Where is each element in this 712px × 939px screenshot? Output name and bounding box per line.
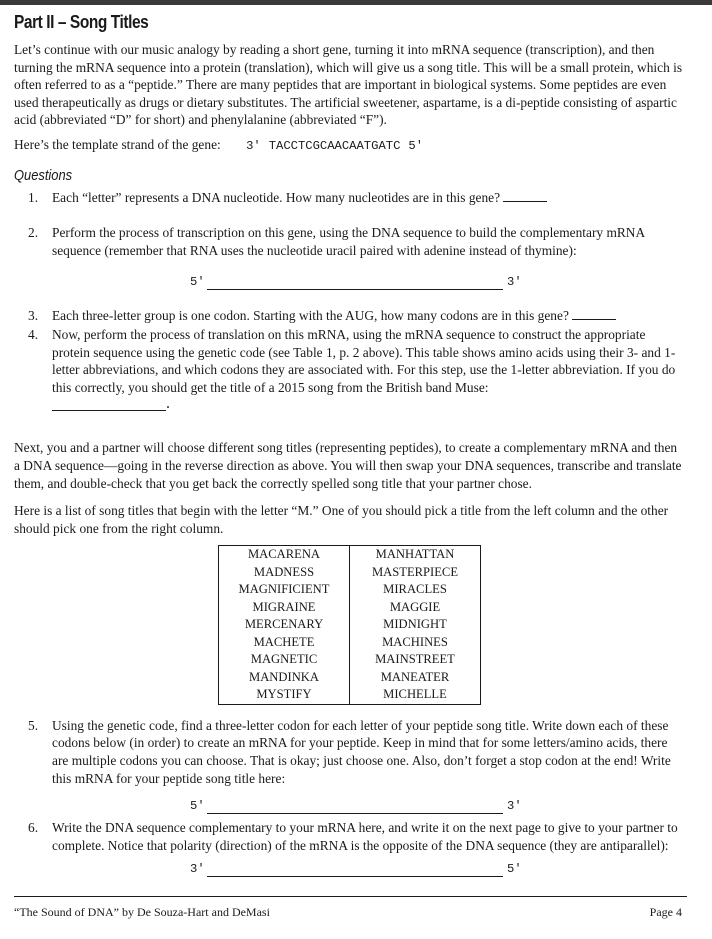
q3-answer-blank[interactable] [572, 307, 616, 320]
q2-answer-line[interactable] [14, 273, 686, 293]
table-row [219, 564, 481, 582]
question-number: 6. [28, 820, 39, 836]
prime-label: 5′ [507, 862, 522, 877]
table-row [219, 651, 481, 669]
top-border [0, 0, 712, 5]
template-label: Here’s the template strand of the gene: [14, 136, 221, 152]
answer-rule[interactable] [52, 410, 166, 411]
answer-rule[interactable] [207, 876, 503, 877]
right-title: MANEATER [350, 669, 481, 687]
left-title: MACHETE [219, 634, 350, 652]
template-sequence: TACCTCGCAACAATGATC [268, 138, 401, 153]
prime-label: 5′ [190, 799, 205, 814]
question-text: Each three-letter group is one codon. Starting with the AUG, how many codons are in this gene? [52, 308, 569, 324]
left-title: MACARENA [219, 546, 350, 564]
question-text: Write the DNA sequence complementary to your mRNA here, and write it on the next page to give to your partner to complete. Notice that polarity (direction) of the mRNA is the opposite of the DNA sequence (they are antiparallel): [52, 820, 678, 853]
song-titles-table [218, 545, 481, 705]
question-text: Using the genetic code, find a three-letter codon for each letter of your peptide song title. Write down each of these codons below (in order) to create an mRNA for your peptide. Keep in mind that for some letters/amino acids, there are multiple codons you can choose. That is okay; just choose one. Also, don’t forget a stop codon at the end! Write this mRNA for your peptide song title here: [52, 717, 671, 786]
right-title: MASTERPIECE [350, 564, 481, 582]
right-title: MAGGIE [350, 599, 481, 617]
right-title: MANHATTAN [350, 546, 481, 564]
question-text: Now, perform the process of translation on this mRNA, using the mRNA sequence to construct the appropriate protein sequence using the genetic code (see Table 1, p. 2 above). This table shows amino acids using their 3- and 1-letter abbreviations, and which codons they are associated with. For this step, use the 1-letter abbreviation. If you do this correctly, you should get the title of a 2015 song from the British band Muse: [52, 326, 676, 395]
q5-answer-line[interactable] [14, 797, 686, 817]
right-title: MICHELLE [350, 686, 481, 704]
list-intro-paragraph: Here is a list of song titles that begin with the letter “M.” One of you should pick a title from the left column and the other should pick one from the right column. [14, 503, 669, 536]
left-title: MERCENARY [219, 616, 350, 634]
table-row [219, 546, 481, 564]
table-row [219, 599, 481, 617]
left-title: MAGNIFICIENT [219, 581, 350, 599]
question-1 [14, 189, 686, 207]
template-strand-line [14, 136, 686, 156]
left-title: MANDINKA [219, 669, 350, 687]
worksheet-page [14, 9, 686, 880]
template-prime-start: 3′ [246, 138, 261, 153]
part-title: Part II – Song Titles [14, 12, 149, 32]
question-6 [14, 819, 686, 854]
question-2 [14, 224, 686, 259]
period: . [166, 395, 170, 413]
question-number: 1. [28, 189, 39, 205]
question-number: 3. [28, 308, 39, 324]
right-title: MAINSTREET [350, 651, 481, 669]
left-title: MAGNETIC [219, 651, 350, 669]
template-prime-end: 5′ [408, 138, 424, 153]
table-row [219, 669, 481, 687]
left-title: MADNESS [219, 564, 350, 582]
page-number: Page 4 [649, 905, 682, 919]
left-title: MYSTIFY [219, 686, 350, 704]
answer-rule[interactable] [207, 813, 503, 814]
prime-label: 3′ [507, 799, 522, 814]
right-title: MACHINES [350, 634, 481, 652]
prime-label: 3′ [507, 275, 522, 290]
table-row [219, 581, 481, 599]
question-5 [14, 717, 686, 787]
question-number: 4. [28, 326, 39, 342]
intro-paragraph: Let’s continue with our music analogy by reading a short gene, turning it into mRNA sequence (transcription), and then turning the mRNA sequence into a protein (translation), which will give us a song title. This will be a small protein, which is often referred to as a “peptide.” There are many peptides that are important in biological systems. Some peptides are even used therapeutically as drugs or dietary substitutes. The artificial sweetener, aspartame, is a di-peptide consisting of aspartic acid (abbreviated “D” for short) and phenylalanine (abbreviated “F”). [14, 42, 683, 128]
question-text: Each “letter” represents a DNA nucleotide. How many nucleotides are in this gene? [52, 189, 501, 205]
q6-answer-line[interactable] [14, 860, 686, 880]
question-4 [14, 326, 686, 396]
question-number: 2. [28, 225, 39, 241]
table-row [219, 686, 481, 704]
prime-label: 5′ [190, 275, 205, 290]
footer-divider [14, 896, 687, 897]
table-row [219, 616, 481, 634]
right-title: MIDNIGHT [350, 616, 481, 634]
left-title: MIGRAINE [219, 599, 350, 617]
right-title: MIRACLES [350, 581, 481, 599]
table-row [219, 634, 481, 652]
question-number: 5. [28, 717, 39, 733]
partner-paragraph: Next, you and a partner will choose different song titles (representing peptides), to create a complementary mRNA and then a DNA sequence—going in the reverse direction as above. You will then swap your DNA sequences, transcribe and translate them, and double-check that you get back the correctly spelled song title that your partner chose. [14, 440, 682, 491]
question-3 [14, 307, 686, 325]
prime-label: 3′ [190, 862, 205, 877]
questions-heading: Questions [14, 166, 73, 184]
question-text: Perform the process of transcription on this gene, using the DNA sequence to build the complementary mRNA sequence (remember that RNA uses the nucleotide uracil paired with adenine instead of thymine): [52, 225, 645, 258]
q1-answer-blank[interactable] [503, 189, 547, 202]
answer-rule[interactable] [207, 289, 503, 290]
q4-answer-line[interactable] [52, 395, 686, 416]
footer-citation: “The Sound of DNA” by De Souza-Hart and DeMasi [14, 905, 270, 919]
